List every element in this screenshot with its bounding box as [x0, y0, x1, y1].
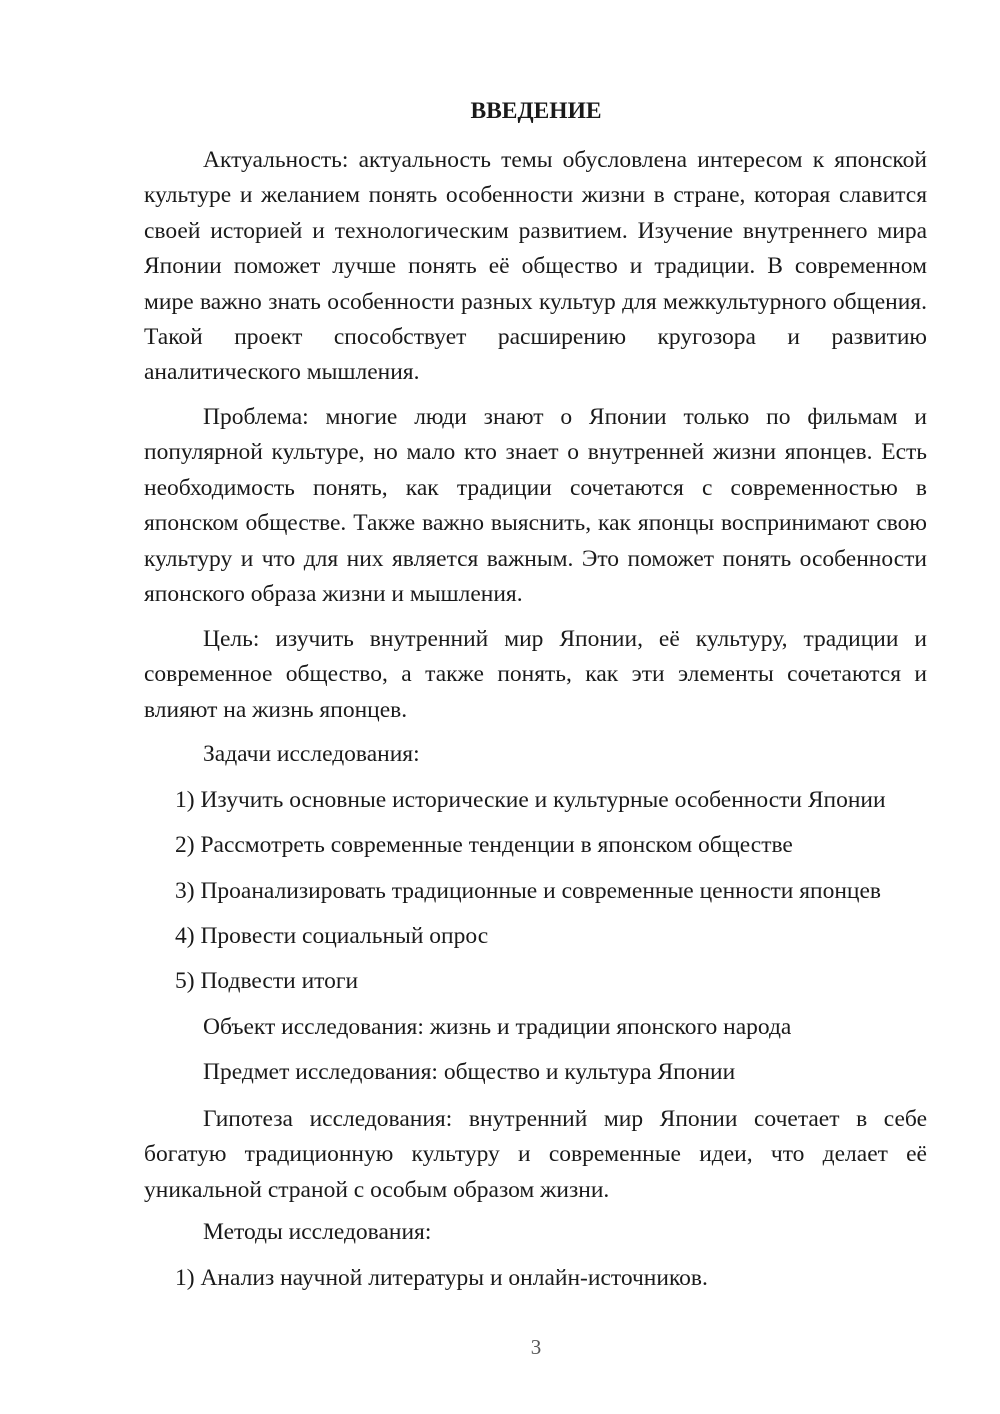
task-item: 3) Проанализировать традиционные и современные ценности японцев	[175, 878, 882, 904]
method-item: 1) Анализ научной литературы и онлайн-источников.	[175, 1265, 708, 1291]
problem-paragraph: Проблема: многие люди знают о Японии только по фильмам и популярной культуре, но мало кто знает о внутренней жизни японцев. Есть необходимость понять, как традиции сочетаются с современностью в японском обществе. Также важно выяснить, как японцы воспринимают свою культуру и что для них является важным. Это поможет понять особенности японского образа жизни и мышления.	[144, 404, 927, 608]
section-title: ВВЕДЕНИЕ	[470, 98, 602, 124]
goal-paragraph: Цель: изучить внутренний мир Японии, её культуру, традиции и современное общество, а также понять, как эти элементы сочетаются и влияют на жизнь японцев.	[144, 626, 927, 723]
page-number: 3	[530, 1335, 542, 1359]
task-item: 2) Рассмотреть современные тенденции в японском обществе	[175, 832, 793, 858]
tasks-heading: Задачи исследования:	[203, 741, 420, 767]
hypothesis-paragraph: Гипотеза исследования: внутренний мир Японии сочетает в себе богатую традиционную культуру и современные идеи, что делает её уникальной страной с особым образом жизни.	[144, 1106, 927, 1203]
research-object: Объект исследования: жизнь и традиции японского народа	[203, 1014, 792, 1040]
task-item: 4) Провести социальный опрос	[175, 923, 489, 949]
task-item: 5) Подвести итоги	[175, 968, 359, 994]
methods-heading: Методы исследования:	[203, 1219, 432, 1245]
relevance-paragraph: Актуальность: актуальность темы обусловлена интересом к японской культуре и желанием понять особенности жизни в стране, которая славится своей историей и технологическим развитием. Изучение внутреннего мира Японии поможет лучше понять её общество и традиции. В современном мире важно знать особенности разных культур для межкультурного общения. Такой проект способствует расширению кругозора и развитию аналитического мышления.	[144, 147, 927, 386]
research-subject: Предмет исследования: общество и культура Японии	[203, 1059, 736, 1085]
task-item: 1) Изучить основные исторические и культурные особенности Японии	[175, 787, 886, 813]
